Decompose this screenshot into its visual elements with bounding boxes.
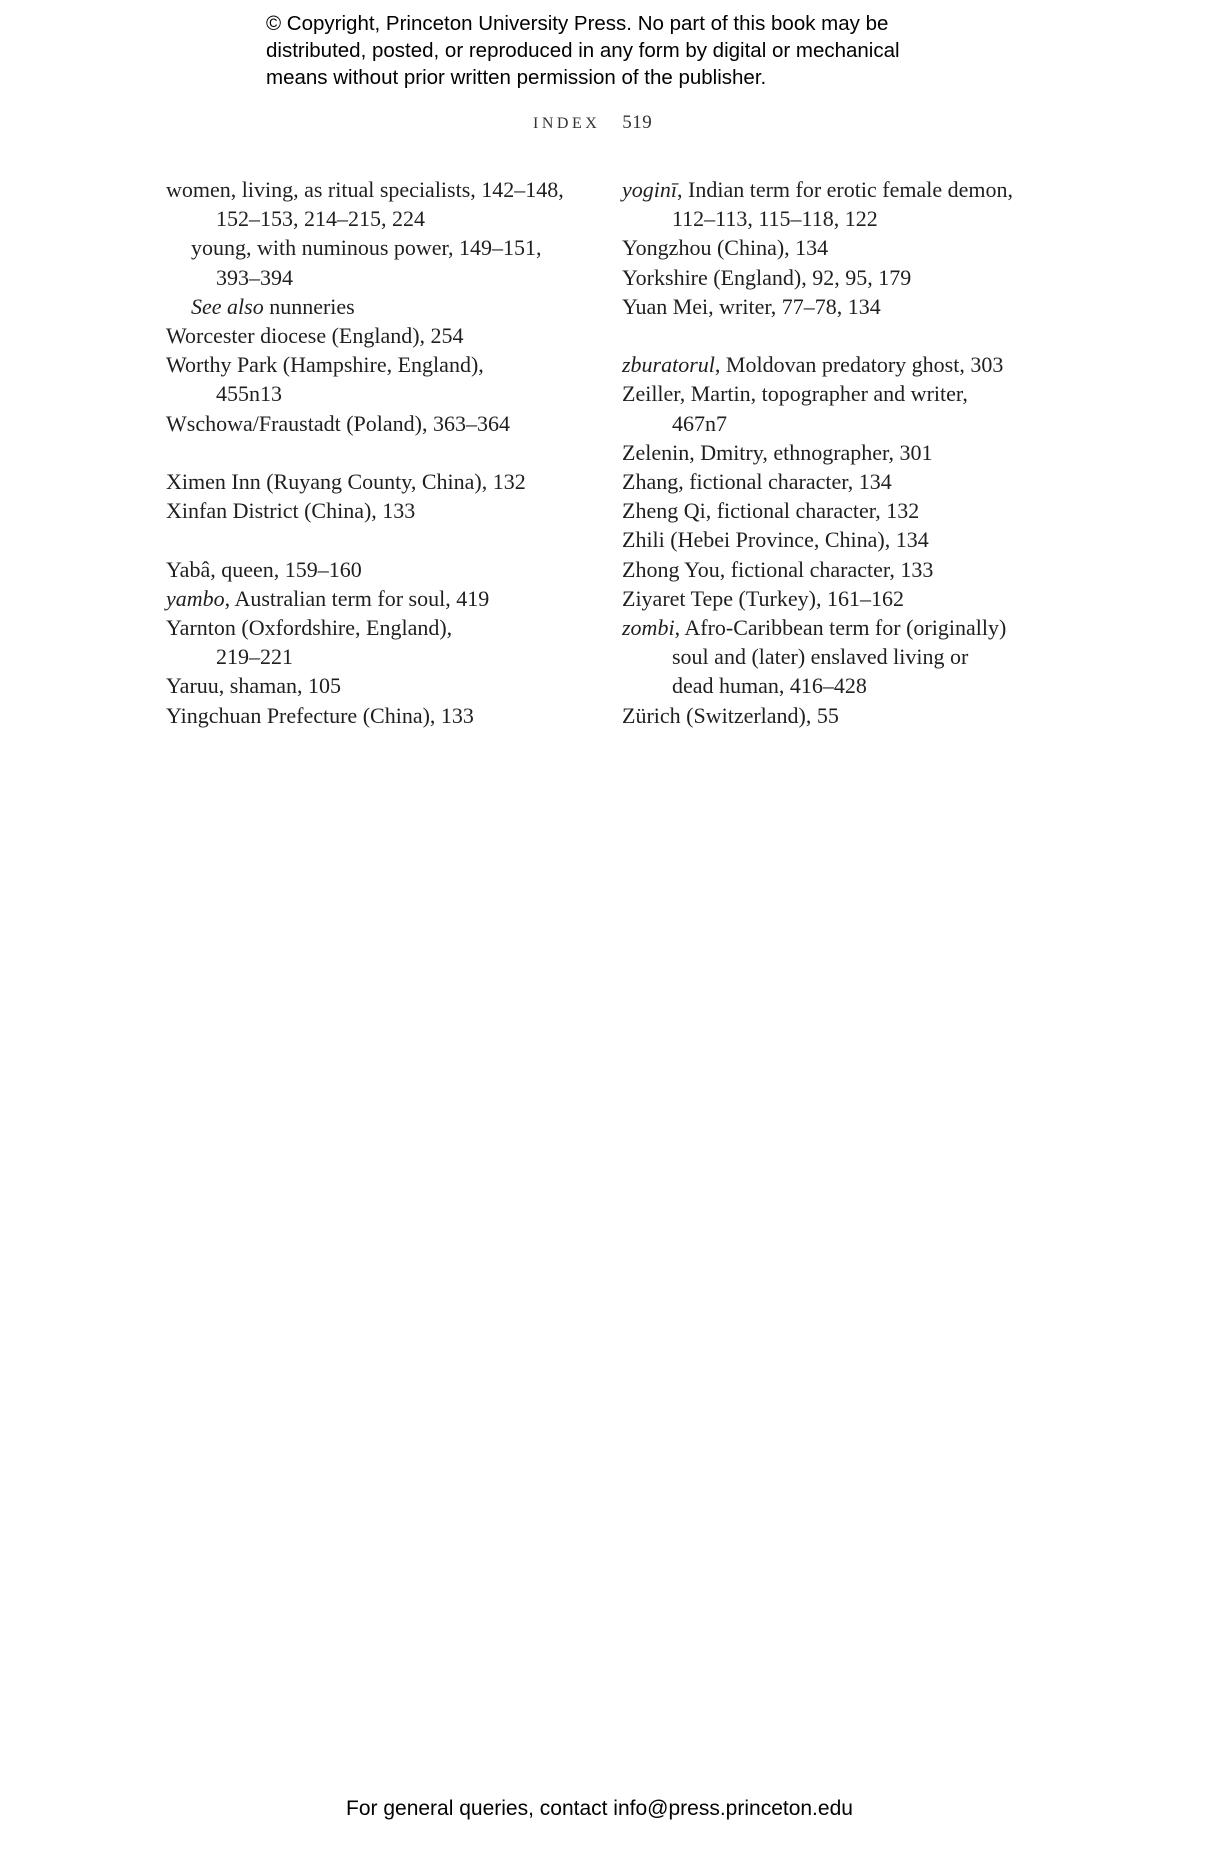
- letter-group-gap: [622, 321, 1082, 350]
- letter-group-gap: [166, 525, 606, 554]
- index-subentry: young, with numinous power, 149–151, 393–394: [191, 235, 542, 290]
- index-entry: Yuan Mei, writer, 77–78, 134: [622, 293, 881, 319]
- index-entry: Yaruu, shaman, 105: [166, 673, 341, 699]
- index-entry: Wschowa/Fraustadt (Poland), 363–364: [166, 410, 510, 436]
- index-entry: Zhong You, fictional character, 133: [622, 556, 934, 582]
- index-entry: Xinfan District (China), 133: [166, 498, 416, 524]
- index-entry: Worcester diocese (England), 254: [166, 323, 464, 349]
- copyright-notice: [266, 10, 1026, 91]
- letter-group-gap: [166, 438, 606, 467]
- index-entry: women, living, as ritual specialists, 142–148, 152–153, 214–215, 224: [166, 177, 564, 232]
- index-entry: Zeiller, Martin, topographer and writer, 467n7: [622, 381, 968, 436]
- index-entry: Zürich (Switzerland), 55: [622, 702, 839, 728]
- copyright-line: © Copyright, Princeton University Press. No part of this book may be: [266, 12, 889, 35]
- index-entry: Zheng Qi, fictional character, 132: [622, 498, 920, 524]
- index-entry: Zhang, fictional character, 134: [622, 469, 892, 495]
- index-column-left: [166, 175, 606, 730]
- running-head-label: INDEX: [533, 115, 601, 132]
- footer-contact: For general queries, contact info@press.princeton.edu: [346, 1797, 853, 1820]
- index-entry: Ziyaret Tepe (Turkey), 161–162: [622, 585, 904, 611]
- index-entry: Zelenin, Dmitry, ethnographer, 301: [622, 439, 933, 465]
- copyright-line: means without prior written permission of the publisher.: [266, 66, 767, 89]
- index-entry: Zhili (Hebei Province, China), 134: [622, 527, 929, 553]
- copyright-line: distributed, posted, or reproduced in any form by digital or mechanical: [266, 39, 900, 62]
- index-entry: Yarnton (Oxfordshire, England), 219–221: [166, 615, 453, 670]
- index-entry: Worthy Park (Hampshire, England), 455n13: [166, 352, 484, 407]
- page-number: 519: [622, 112, 653, 133]
- index-entry: Yongzhou (China), 134: [622, 235, 829, 261]
- index-entry: Yorkshire (England), 92, 95, 179: [622, 264, 912, 290]
- index-entry: Ximen Inn (Ruyang County, China), 132: [166, 469, 526, 495]
- index-entry: Yingchuan Prefecture (China), 133: [166, 702, 474, 728]
- index-entry: Yabâ, queen, 159–160: [166, 556, 362, 582]
- index-column-right: [622, 175, 1082, 730]
- running-head: [533, 112, 652, 134]
- cross-reference: See also nunneries: [191, 293, 355, 319]
- index-entry: yambo, Australian term for soul, 419: [166, 585, 490, 611]
- index-entry: zburatorul, Moldovan predatory ghost, 303: [622, 352, 1004, 378]
- index-entry: zombi, Afro-Caribbean term for (originally) soul and (later) enslaved living or dead human, 416–428: [622, 615, 1007, 699]
- index-entry: yoginī, Indian term for erotic female demon, 112–113, 115–118, 122: [622, 177, 1013, 232]
